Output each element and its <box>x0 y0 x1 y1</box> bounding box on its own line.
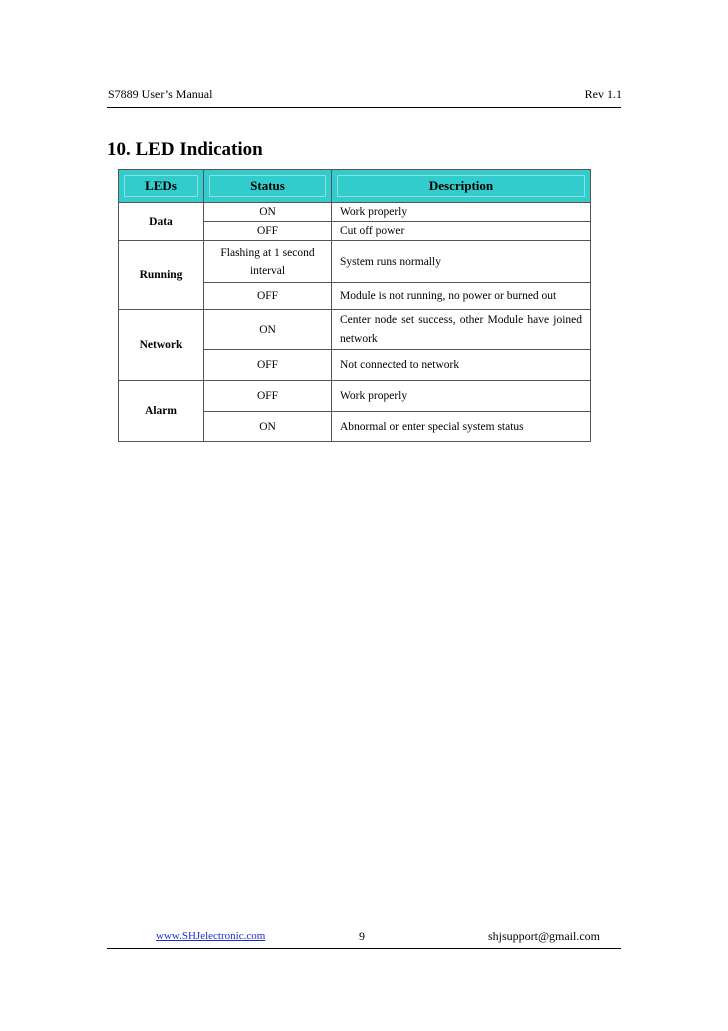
footer-email: shjsupport@gmail.com <box>487 929 600 943</box>
table-header-row <box>119 170 591 203</box>
status-cell: OFF <box>204 222 332 241</box>
table-row <box>119 203 591 222</box>
status-line: Flashing at 1 second <box>220 246 315 259</box>
footer-website-link[interactable]: www.SHJelectronic.com <box>156 930 266 942</box>
header-revision: Rev 1.1 <box>584 87 622 101</box>
led-name-data: Data <box>119 203 204 241</box>
table-row <box>119 241 591 283</box>
led-indication-table <box>118 169 591 442</box>
led-name-running: Running <box>119 241 204 310</box>
description-cell: Cut off power <box>332 222 591 241</box>
status-cell: ON <box>204 412 332 442</box>
column-header-leds: LEDs <box>119 170 204 203</box>
header-title: S7889 User’s Manual <box>108 87 213 101</box>
description-cell: System runs normally <box>332 241 591 283</box>
page-number: 9 <box>359 929 365 943</box>
description-cell: Work properly <box>332 381 591 412</box>
table-row <box>119 381 591 412</box>
led-name-network: Network <box>119 310 204 381</box>
status-cell: OFF <box>204 283 332 310</box>
status-cell: ON <box>204 310 332 350</box>
description-cell: Not connected to network <box>332 350 591 381</box>
column-header-description: Description <box>332 170 591 203</box>
status-line: interval <box>249 264 286 277</box>
header-divider <box>107 107 621 108</box>
status-cell: OFF <box>204 381 332 412</box>
description-cell: Module is not running, no power or burned out <box>332 283 591 310</box>
footer-divider <box>107 948 621 949</box>
section-title: 10. LED Indication <box>107 139 263 160</box>
description-cell: Work properly <box>332 203 591 222</box>
led-name-alarm: Alarm <box>119 381 204 442</box>
status-cell: ON <box>204 203 332 222</box>
status-cell: OFF <box>204 350 332 381</box>
column-header-status: Status <box>204 170 332 203</box>
description-cell: Abnormal or enter special system status <box>332 412 591 442</box>
table-row <box>119 310 591 350</box>
status-cell <box>204 241 332 283</box>
description-cell: Center node set success, other Module have joined network <box>332 310 591 350</box>
